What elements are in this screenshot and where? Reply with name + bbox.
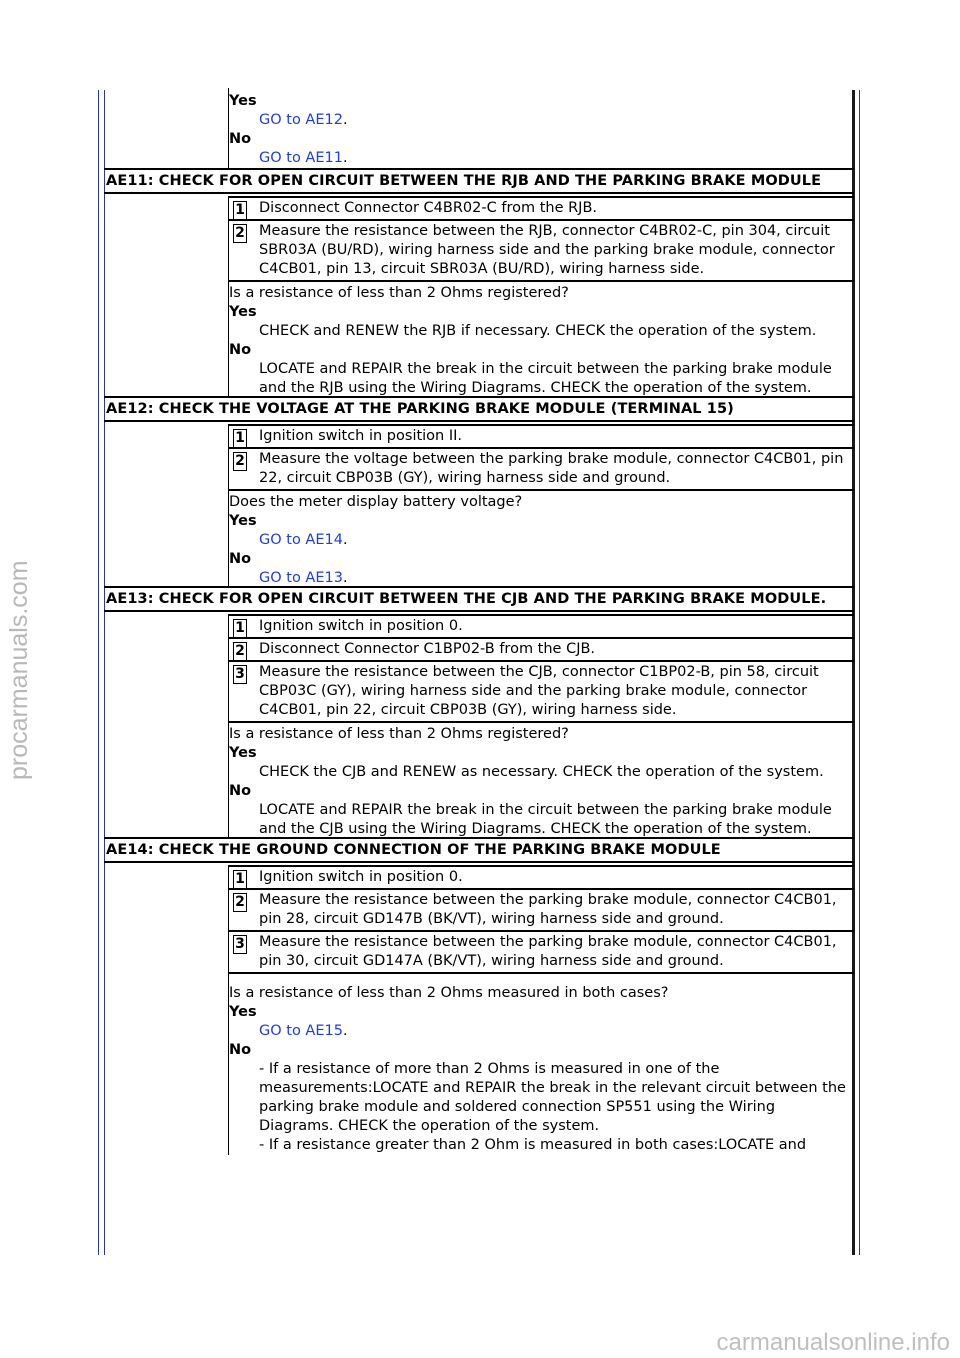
previous-step-answers: Yes GO to AE12. No GO to AE11. [228, 88, 854, 170]
step-number: 1 [233, 870, 247, 889]
step-body [228, 424, 854, 588]
step-body [228, 865, 854, 1155]
yes-label: Yes [229, 93, 257, 109]
instruction-item: 1 Ignition switch in position II. [229, 424, 854, 449]
go-to-link[interactable]: GO to AE14 [259, 532, 343, 548]
step-number: 3 [233, 935, 247, 954]
instruction-item: 2 Measure the resistance between the parking brake module, connector C4CB01, pin 28, circuit GD147B (BK/VT), wiring harness side and ground. [229, 890, 854, 932]
go-to-link[interactable]: GO to AE12 [259, 112, 343, 128]
instruction-item: 1 Ignition switch in position 0. [229, 865, 854, 890]
yes-label: Yes [229, 1004, 257, 1020]
step-number: 1 [233, 429, 247, 448]
question-text: Does the meter display battery voltage? [229, 494, 523, 510]
instruction-item: 3 Measure the resistance between the CJB, connector C1BP02-B, pin 58, circuit CBP03C (GY), wiring harness side and the parking brake module, connector C4CB01, pin 22, circuit CBP03B (GY), wiring harness side. [229, 662, 854, 723]
step-number: 3 [233, 665, 247, 684]
instruction-item: 2 Measure the resistance between the RJB, connector C4BR02-C, pin 304, circuit SBR03A (BU/RD), wiring harness side and the parking brake module, connector C4CB01, pin 13, circuit SBR03A (BU/RD), wiring harness side. [229, 221, 854, 282]
instruction-item: 2 Disconnect Connector C1BP02-B from the CJB. [229, 639, 854, 662]
go-to-link[interactable]: GO to AE15 [259, 1023, 343, 1039]
step-heading: AE12: CHECK THE VOLTAGE AT THE PARKING BRAKE MODULE (TERMINAL 15) [104, 396, 854, 422]
question-text: Is a resistance of less than 2 Ohms measured in both cases? [229, 985, 669, 1001]
question-block: Is a resistance of less than 2 Ohms measured in both cases? Yes GO to AE15. No - If a resistance of more than 2 Ohms is measured in one of the measurements:LOCATE and REPAIR the break in the relevant circuit between the parking brake module and soldered connection SP551 using the Wiring Diagrams. CHECK the operation of the system. - If a resistance greater than 2 Ohm is measured in both cases:LOCATE and [229, 974, 854, 1155]
yes-label: Yes [229, 513, 257, 529]
step-number: 1 [233, 201, 247, 220]
question-text: Is a resistance of less than 2 Ohms registered? [229, 285, 569, 301]
footer-watermark: carmanualsonline.info [716, 1329, 950, 1356]
question-text: Is a resistance of less than 2 Ohms registered? [229, 726, 569, 742]
yes-label: Yes [229, 304, 257, 320]
no-label: No [229, 342, 252, 358]
document-body [104, 88, 854, 1155]
question-block: Is a resistance of less than 2 Ohms registered? Yes CHECK the CJB and RENEW as necessary. CHECK the operation of the system. No LOCATE and REPAIR the break in the circuit between the parking brake module and the CJB using the Wiring Diagrams. CHECK the operation of the system. [229, 723, 854, 839]
no-label: No [229, 783, 252, 799]
left-margin-line [98, 90, 99, 1255]
question-block: Does the meter display battery voltage? Yes GO to AE14. No GO to AE13. [229, 491, 854, 588]
step-heading: AE11: CHECK FOR OPEN CIRCUIT BETWEEN THE RJB AND THE PARKING BRAKE MODULE [104, 168, 854, 194]
no-label: No [229, 1042, 252, 1058]
instruction-item: 1 Ignition switch in position 0. [229, 614, 854, 639]
instruction-item: 1 Disconnect Connector C4BR02-C from the RJB. [229, 196, 854, 221]
no-label: No [229, 131, 252, 147]
no-label: No [229, 551, 252, 567]
step-number: 2 [233, 452, 247, 471]
step-heading: AE13: CHECK FOR OPEN CIRCUIT BETWEEN THE CJB AND THE PARKING BRAKE MODULE. [104, 586, 854, 612]
step-body [228, 196, 854, 398]
step-number: 2 [233, 893, 247, 912]
step-number: 1 [233, 619, 247, 638]
step-number: 2 [233, 224, 247, 243]
right-margin-line [859, 90, 860, 1255]
yes-label: Yes [229, 745, 257, 761]
go-to-link[interactable]: GO to AE13 [259, 570, 343, 586]
question-block: Is a resistance of less than 2 Ohms registered? Yes CHECK and RENEW the RJB if necessary. CHECK the operation of the system. No LOCATE and REPAIR the break in the circuit between the parking brake module and the RJB using the Wiring Diagrams. CHECK the operation of the system. [229, 282, 854, 398]
side-watermark: procarmanuals.com [5, 560, 33, 780]
go-to-link[interactable]: GO to AE11 [259, 150, 343, 166]
step-number: 2 [233, 642, 247, 661]
instruction-item: 3 Measure the resistance between the parking brake module, connector C4CB01, pin 30, circuit GD147A (BK/VT), wiring harness side and ground. [229, 932, 854, 974]
step-body [228, 614, 854, 839]
instruction-item: 2 Measure the voltage between the parking brake module, connector C4CB01, pin 22, circuit CBP03B (GY), wiring harness side and ground. [229, 449, 854, 491]
step-heading: AE14: CHECK THE GROUND CONNECTION OF THE PARKING BRAKE MODULE [104, 837, 854, 863]
